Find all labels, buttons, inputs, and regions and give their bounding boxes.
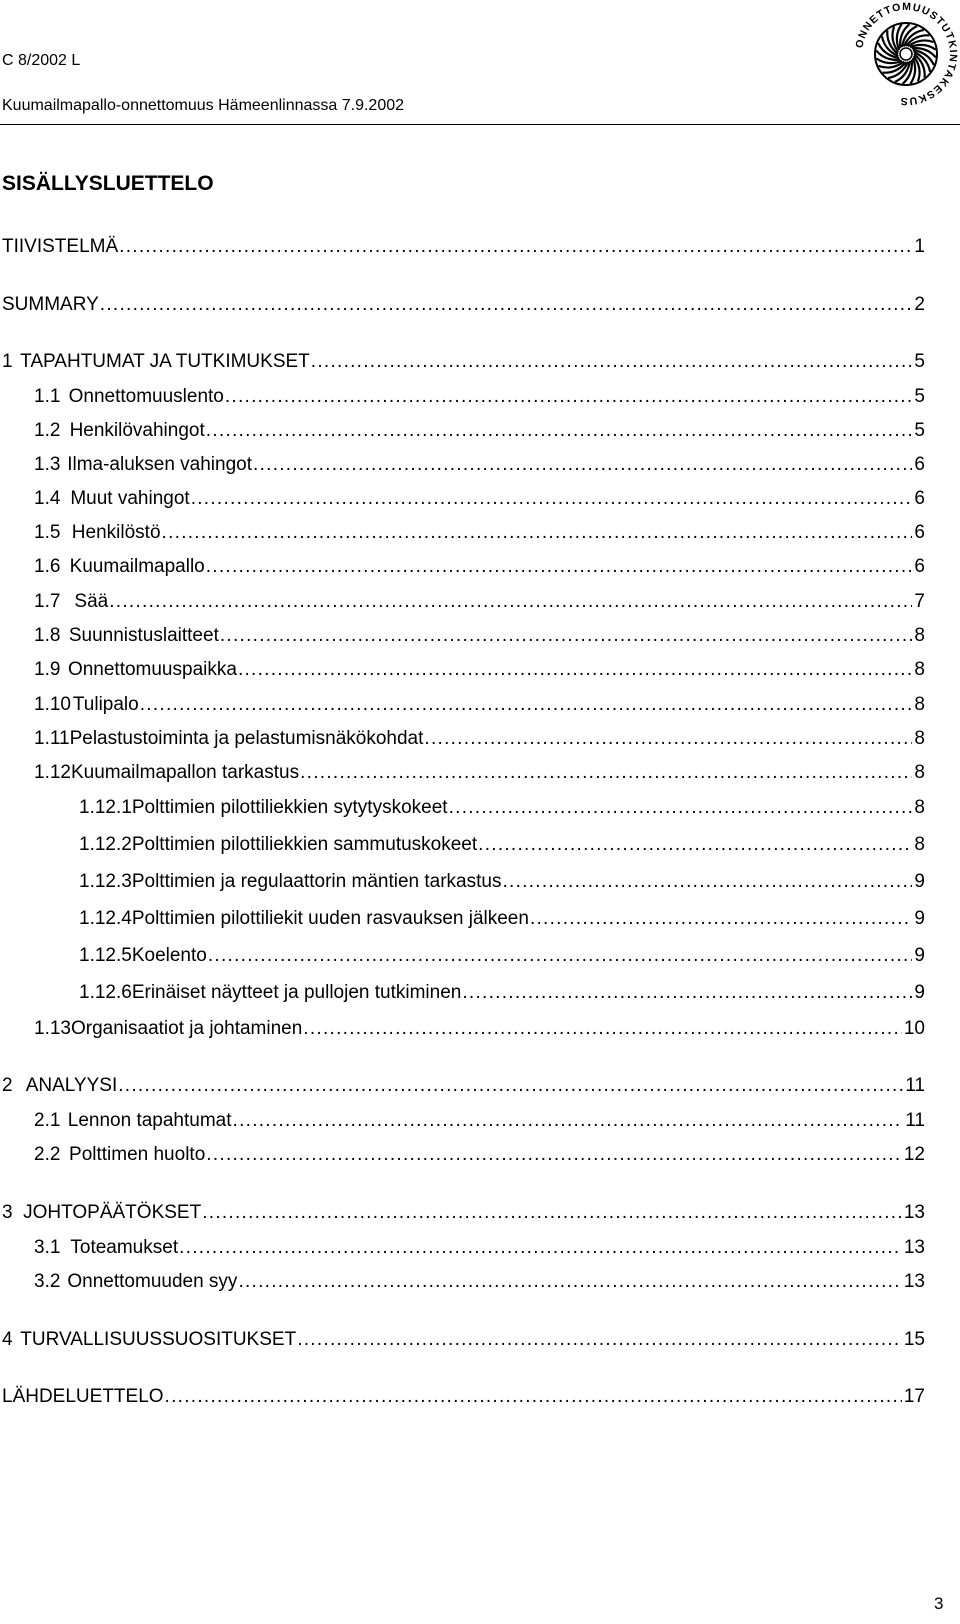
toc-leader-dots bbox=[502, 871, 912, 893]
toc-entry-number: 1.9 bbox=[34, 659, 61, 680]
toc-entry-number: 1.7 bbox=[34, 591, 61, 612]
toc-leader-dots bbox=[118, 1075, 903, 1097]
logo bbox=[852, 0, 960, 108]
toc-leader-dots bbox=[233, 1110, 904, 1132]
toc-entry-title: ANALYYSI bbox=[25, 1075, 118, 1096]
toc-entry-page: 15 bbox=[903, 1329, 925, 1350]
toc-entry-title: Polttimien pilottiliekit uuden rasvauksen jälkeen bbox=[131, 908, 529, 929]
toc-entry-title: TURVALLISUUSSUOSITUKSET bbox=[20, 1329, 297, 1350]
toc-entry-page: 10 bbox=[903, 1018, 925, 1039]
toc-entry-number: 1.3 bbox=[34, 454, 61, 475]
toc-entry-number: 3.2 bbox=[34, 1271, 61, 1292]
toc-entry-page: 13 bbox=[903, 1202, 925, 1223]
toc-entry-title: Kuumailmapallo bbox=[69, 556, 205, 577]
toc-entry-title: Henkilöstö bbox=[71, 522, 161, 543]
toc-entry[interactable] bbox=[34, 488, 925, 512]
toc-entry[interactable] bbox=[79, 871, 925, 895]
toc-entry-page: 5 bbox=[914, 420, 925, 441]
toc-entry[interactable] bbox=[34, 1018, 925, 1042]
toc-entry-page: 9 bbox=[914, 871, 925, 892]
logo-emblem-icon bbox=[852, 0, 960, 108]
toc-leader-dots bbox=[206, 1144, 902, 1166]
toc-entry-number: 1.12.1 bbox=[79, 797, 132, 818]
toc-entry-number: 1.12.4 bbox=[79, 908, 132, 929]
toc-entry-title: Polttimien pilottiliekkien sytytyskokeet bbox=[131, 797, 448, 818]
toc-leader-dots bbox=[206, 556, 913, 578]
toc-entry-title: TAPAHTUMAT JA TUTKIMUKSET bbox=[20, 351, 310, 372]
toc-entry[interactable] bbox=[34, 1237, 925, 1261]
toc-entry-number: 2.2 bbox=[34, 1144, 61, 1165]
toc-leader-dots bbox=[100, 294, 913, 316]
toc-entry-number: 1.12.2 bbox=[79, 834, 132, 855]
toc-entry[interactable] bbox=[34, 420, 925, 444]
toc-entry-page: 9 bbox=[914, 908, 925, 929]
svg-text:ONNETTOMUUSTUTKINTAKESKUS: ONNETTOMUUSTUTKINTAKESKUS bbox=[853, 0, 960, 108]
toc-leader-dots bbox=[206, 420, 913, 442]
toc-entry-page: 6 bbox=[914, 522, 925, 543]
toc-entry-page: 6 bbox=[914, 454, 925, 475]
toc-entry-number: 1 bbox=[2, 351, 13, 372]
toc-entry-page: 12 bbox=[903, 1144, 925, 1165]
toc-entry[interactable] bbox=[79, 834, 925, 858]
toc-entry-page: 5 bbox=[914, 386, 925, 407]
toc-entry-title: Tulipalo bbox=[72, 694, 139, 715]
toc-entry[interactable] bbox=[34, 1110, 925, 1134]
toc-entry-number: 2 bbox=[2, 1075, 13, 1096]
toc-leader-dots bbox=[208, 945, 913, 967]
toc-heading: SISÄLLYSLUETTELO bbox=[2, 172, 214, 195]
toc-entry-number: 1.12 bbox=[34, 762, 71, 783]
toc-leader-dots bbox=[202, 1202, 902, 1224]
toc-entry-title: Muut vahingot bbox=[70, 488, 190, 509]
toc-entry[interactable] bbox=[79, 945, 925, 969]
toc-entry-title: Toteamukset bbox=[70, 1237, 179, 1258]
toc-entry[interactable] bbox=[2, 1386, 925, 1410]
toc-entry[interactable] bbox=[34, 659, 925, 683]
toc-entry-title: JOHTOPÄÄTÖKSET bbox=[23, 1202, 202, 1223]
toc-entry-number: 1.11 bbox=[34, 728, 70, 749]
toc-leader-dots bbox=[424, 728, 912, 750]
toc-entry-page: 11 bbox=[905, 1110, 925, 1131]
toc-entry-title: Henkilövahingot bbox=[69, 420, 205, 441]
toc-entry-title: Onnettomuuden syy bbox=[67, 1271, 238, 1292]
toc-entry[interactable] bbox=[34, 728, 925, 752]
toc-entry-number: 1.12.6 bbox=[79, 982, 132, 1003]
toc-entry-number: 1.12.3 bbox=[79, 871, 132, 892]
toc-entry-page: 8 bbox=[914, 728, 925, 749]
toc-leader-dots bbox=[140, 694, 913, 716]
toc-entry[interactable] bbox=[79, 908, 925, 932]
toc-leader-dots bbox=[238, 659, 912, 681]
toc-entry-title: Polttimien pilottiliekkien sammutuskokeet bbox=[131, 834, 478, 855]
toc-entry[interactable] bbox=[34, 386, 925, 410]
toc-leader-dots bbox=[253, 454, 912, 476]
toc-entry[interactable] bbox=[2, 236, 925, 260]
header-code: C 8/2002 L bbox=[2, 52, 81, 69]
toc-entry-page: 8 bbox=[914, 694, 925, 715]
toc-entry-title: Polttimen huolto bbox=[69, 1144, 206, 1165]
toc-entry-page: 6 bbox=[914, 488, 925, 509]
toc-entry-title: Sää bbox=[74, 591, 109, 612]
toc-entry[interactable] bbox=[34, 1271, 925, 1295]
toc-entry-page: 9 bbox=[914, 982, 925, 1003]
toc-leader-dots bbox=[449, 797, 913, 819]
toc-entry-page: 7 bbox=[914, 591, 925, 612]
toc-leader-dots bbox=[530, 908, 912, 930]
toc-leader-dots bbox=[311, 351, 913, 373]
toc-leader-dots bbox=[119, 236, 912, 258]
toc-entry-title: Pelastustoiminta ja pelastumisnäkökohdat bbox=[69, 728, 424, 749]
toc-entry-number: 1.13 bbox=[34, 1018, 71, 1039]
toc-entry-number: 1.4 bbox=[34, 488, 61, 509]
toc-entry-title: Koelento bbox=[131, 945, 207, 966]
toc-entry[interactable] bbox=[2, 351, 925, 375]
toc-entry-page: 5 bbox=[914, 351, 925, 372]
toc-leader-dots bbox=[303, 1018, 902, 1040]
toc-entry-title: SUMMARY bbox=[2, 294, 99, 315]
toc-entry-number: 3 bbox=[2, 1202, 13, 1223]
toc-entry-page: 8 bbox=[914, 762, 925, 783]
toc-entry-page: 6 bbox=[914, 556, 925, 577]
toc-leader-dots bbox=[238, 1271, 901, 1293]
toc-entry-page: 2 bbox=[914, 294, 925, 315]
toc-leader-dots bbox=[297, 1329, 902, 1351]
toc-entry-number: 1.2 bbox=[34, 420, 61, 441]
header-title: Kuumailmapallo-onnettomuus Hämeenlinnassa 7.9.2002 bbox=[2, 97, 405, 114]
toc-entry-number: 1.5 bbox=[34, 522, 61, 543]
toc-entry-number: 1.8 bbox=[34, 625, 61, 646]
toc-entry-page: 13 bbox=[903, 1271, 925, 1292]
toc-entry-title: Kuumailmapallon tarkastus bbox=[70, 762, 300, 783]
toc-entry[interactable] bbox=[34, 762, 925, 786]
toc-entry-title: Ilma-aluksen vahingot bbox=[67, 454, 253, 475]
toc-leader-dots bbox=[165, 1386, 902, 1408]
toc-entry[interactable] bbox=[2, 1329, 925, 1353]
toc-entry-number: 1.6 bbox=[34, 556, 61, 577]
toc-entry-page: 9 bbox=[914, 945, 925, 966]
toc-leader-dots bbox=[109, 591, 912, 613]
toc-entry-title: Polttimien ja regulaattorin mäntien tarkastus bbox=[131, 871, 502, 892]
toc-entry-title: TIIVISTELMÄ bbox=[2, 236, 119, 257]
toc-leader-dots bbox=[462, 982, 912, 1004]
toc-leader-dots bbox=[220, 625, 913, 647]
toc-entry-number: 3.1 bbox=[34, 1237, 61, 1258]
toc-leader-dots bbox=[162, 522, 913, 544]
header-rule bbox=[0, 124, 960, 125]
toc-entry[interactable] bbox=[34, 625, 925, 649]
toc-leader-dots bbox=[478, 834, 912, 856]
toc-entry-title: Onnettomuuslento bbox=[68, 386, 224, 407]
toc-entry[interactable] bbox=[34, 694, 925, 718]
toc-entry-page: 8 bbox=[914, 834, 925, 855]
toc-entry-title: Organisaatiot ja johtaminen bbox=[70, 1018, 303, 1039]
toc-entry-number: 2.1 bbox=[34, 1110, 61, 1131]
toc-entry-page: 8 bbox=[914, 625, 925, 646]
page-number: 3 bbox=[934, 1594, 944, 1613]
toc-entry-title: LÄHDELUETTELO bbox=[2, 1386, 164, 1407]
toc-entry-page: 8 bbox=[914, 659, 925, 680]
toc-entry-page: 1 bbox=[914, 236, 925, 257]
toc-entry-page: 8 bbox=[914, 797, 925, 818]
toc-entry-number: 1.10 bbox=[34, 694, 71, 715]
toc-entry[interactable] bbox=[2, 294, 925, 318]
toc-entry-page: 13 bbox=[903, 1237, 925, 1258]
toc-entry-number: 1.12.5 bbox=[79, 945, 132, 966]
toc-entry-title: Suunnistuslaitteet bbox=[68, 625, 219, 646]
toc-leader-dots bbox=[225, 386, 913, 408]
toc-entry-page: 11 bbox=[905, 1075, 925, 1096]
toc-entry-title: Lennon tapahtumat bbox=[67, 1110, 232, 1131]
toc-entry[interactable] bbox=[34, 522, 925, 546]
toc-entry-title: Onnettomuuspaikka bbox=[67, 659, 237, 680]
toc-entry-page: 17 bbox=[903, 1386, 925, 1407]
toc-entry[interactable] bbox=[34, 1144, 925, 1168]
toc-entry-number: 1.1 bbox=[34, 386, 61, 407]
toc-leader-dots bbox=[179, 1237, 902, 1259]
toc-entry[interactable] bbox=[2, 1075, 925, 1099]
toc-entry[interactable] bbox=[34, 591, 925, 615]
toc-entry-number: 4 bbox=[2, 1329, 13, 1350]
toc-entry[interactable] bbox=[79, 797, 925, 821]
toc-entry[interactable] bbox=[34, 556, 925, 580]
toc-entry[interactable] bbox=[2, 1202, 925, 1226]
toc-leader-dots bbox=[191, 488, 913, 510]
toc-leader-dots bbox=[300, 762, 912, 784]
toc-entry[interactable] bbox=[79, 982, 925, 1006]
toc-entry-title: Erinäiset näytteet ja pullojen tutkiminen bbox=[131, 982, 462, 1003]
toc-entry[interactable] bbox=[34, 454, 925, 478]
